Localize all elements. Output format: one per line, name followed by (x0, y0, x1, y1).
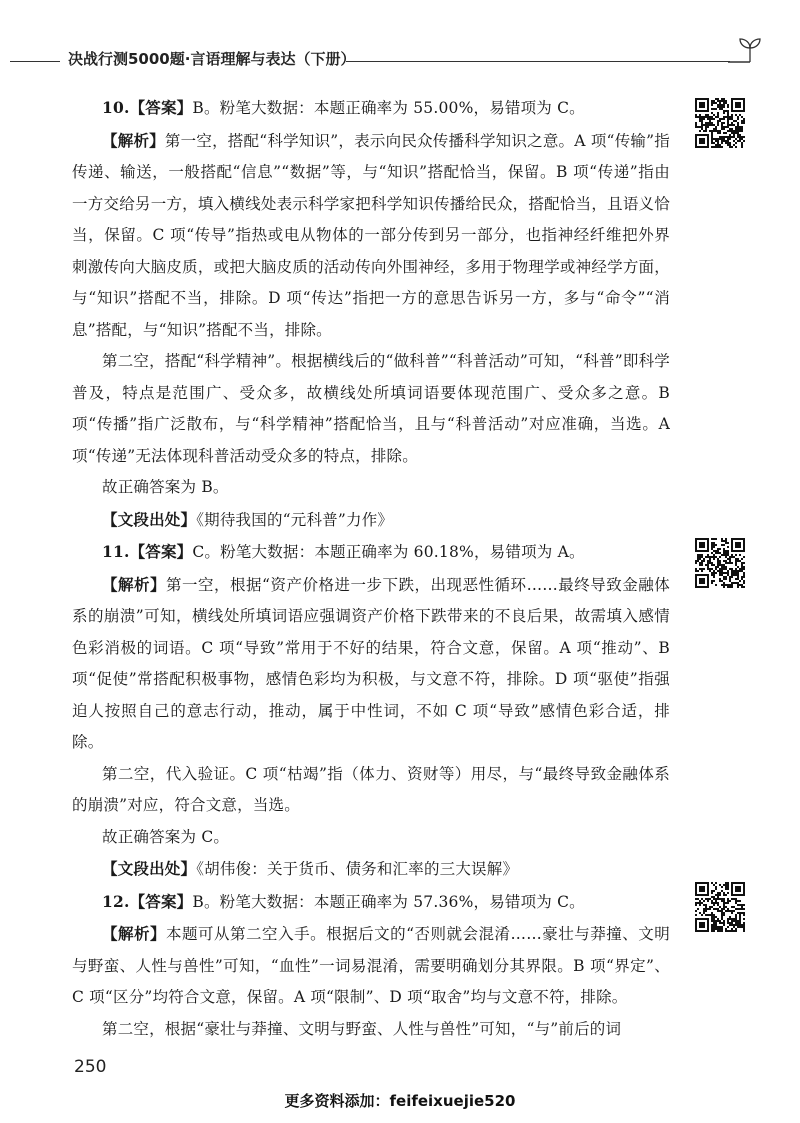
footer-note: 更多资料添加：feifeixuejie520 (284, 1092, 516, 1110)
answer-text: B。粉笔大数据：本题正确率为 55.00%，易错项为 C。 (192, 99, 585, 117)
page-number: 250 (74, 1057, 107, 1077)
source-line (72, 853, 670, 886)
running-header (0, 44, 800, 74)
answer-line (72, 92, 670, 125)
book-title: 决战行测5000题·言语理解与表达（下册） (68, 50, 356, 68)
qr-code-icon[interactable] (695, 882, 745, 932)
answer-text: C。粉笔大数据：本题正确率为 60.18%，易错项为 A。 (192, 543, 585, 561)
leaf-sprout-icon (728, 36, 768, 64)
qr-code-icon[interactable] (695, 98, 745, 148)
header-rule-right (346, 61, 730, 62)
answer-label: 12.【答案】 (102, 891, 193, 911)
analysis-paragraph (72, 125, 670, 347)
analysis-paragraph (72, 569, 670, 759)
answer-label: 11.【答案】 (102, 542, 193, 561)
answer-label: 10.【答案】 (102, 98, 193, 117)
analysis-label: 【解析】 (102, 574, 167, 594)
analysis-paragraph: 第二空，根据“豪壮与莽撞、文明与野蛮、人性与兽性”可知，“与”前后的词 (102, 1019, 622, 1038)
analysis-label: 【解析】 (102, 130, 165, 150)
source-line (72, 504, 670, 537)
answer-text: B。粉笔大数据：本题正确率为 57.36%，易错项为 C。 (192, 892, 585, 911)
source-label: 【文段出处】 (102, 509, 197, 529)
page-body (72, 92, 670, 1045)
answer-line (72, 536, 670, 569)
header-rule-left (10, 61, 60, 62)
analysis-text: 第一空，搭配“科学知识”，表示向民众传播科学知识之意。A 项“传输”指传递、输送，一般搭配“信息”“数据”等，与“知识”搭配恰当，保留。B 项“传递”指由一方交给另一方，填入横线处表示科学家把科学知识传播给民众，搭配恰当，且语义恰当，保留。C 项“传导”指热或电从物体的一部分传到另一部分，也指神经纤维把外界刺激传向大脑皮质，或把大脑皮质的活动传向外围神经，多用于物理学或神经学方面，与“知识”搭配不当，排除。D 项“传达”指把一方的意思告诉另一方，多与“命令”“消息”搭配，与“知识”搭配不当，排除。 (72, 131, 670, 339)
qr-code-icon[interactable] (695, 538, 745, 588)
analysis-text: 第一空，根据“资产价格进一步下跌，出现恶性循环……最终导致金融体系的崩溃”可知，横线处所填词语应强调资产价格下跌带来的不良后果，故需填入感情色彩消极的词语。C 项“导致”常用于不好的结果，符合文意，保留。A 项“推动”、B 项“促使”常搭配积极事物，感情色彩均为积极，与文意不符，排除。D 项“驱使”指强迫人按照自己的意志行动，推动，属于中性词，不如 C 项“导致”感情色彩合适，排除。 (72, 575, 670, 751)
analysis-paragraph (72, 918, 670, 1014)
analysis-paragraph: 第二空，代入验证。C 项“枯竭”指（体力、资财等）用尽，与“最终导致金融体系的崩溃”对应，符合文意，当选。 (72, 764, 670, 814)
analysis-text: 本题可从第二空入手。根据后文的“否则就会混淆……豪壮与莽撞、文明与野蛮、人性与兽性”可知，“血性”一词易混淆，需要明确划分其界限。B 项“界定”、C 项“区分”均符合文意，保留。A 项“限制”、D 项“取舍”均与文意不符，排除。 (72, 925, 670, 1006)
conclusion-line: 故正确答案为 C。 (102, 827, 230, 846)
source-text: 《胡伟俊：关于货币、债务和汇率的三大误解》 (196, 860, 519, 878)
analysis-label: 【解析】 (102, 924, 167, 943)
analysis-paragraph: 第二空，搭配“科学精神”。根据横线后的“做科普”“科普活动”可知，“科普”即科学普及，特点是范围广、受众多，故横线处所填词语要体现范围广、受众多之意。B 项“传播”指广泛散布，与“科学精神”搭配恰当，且与“科普活动”对应准确，当选。A 项“传递”无法体现科普活动受众多的特点，排除。 (72, 352, 670, 465)
conclusion-line: 故正确答案为 B。 (102, 478, 229, 496)
source-label: 【文段出处】 (102, 859, 197, 878)
source-text: 《期待我国的“元科普”力作》 (196, 510, 394, 529)
answer-line (72, 886, 670, 919)
